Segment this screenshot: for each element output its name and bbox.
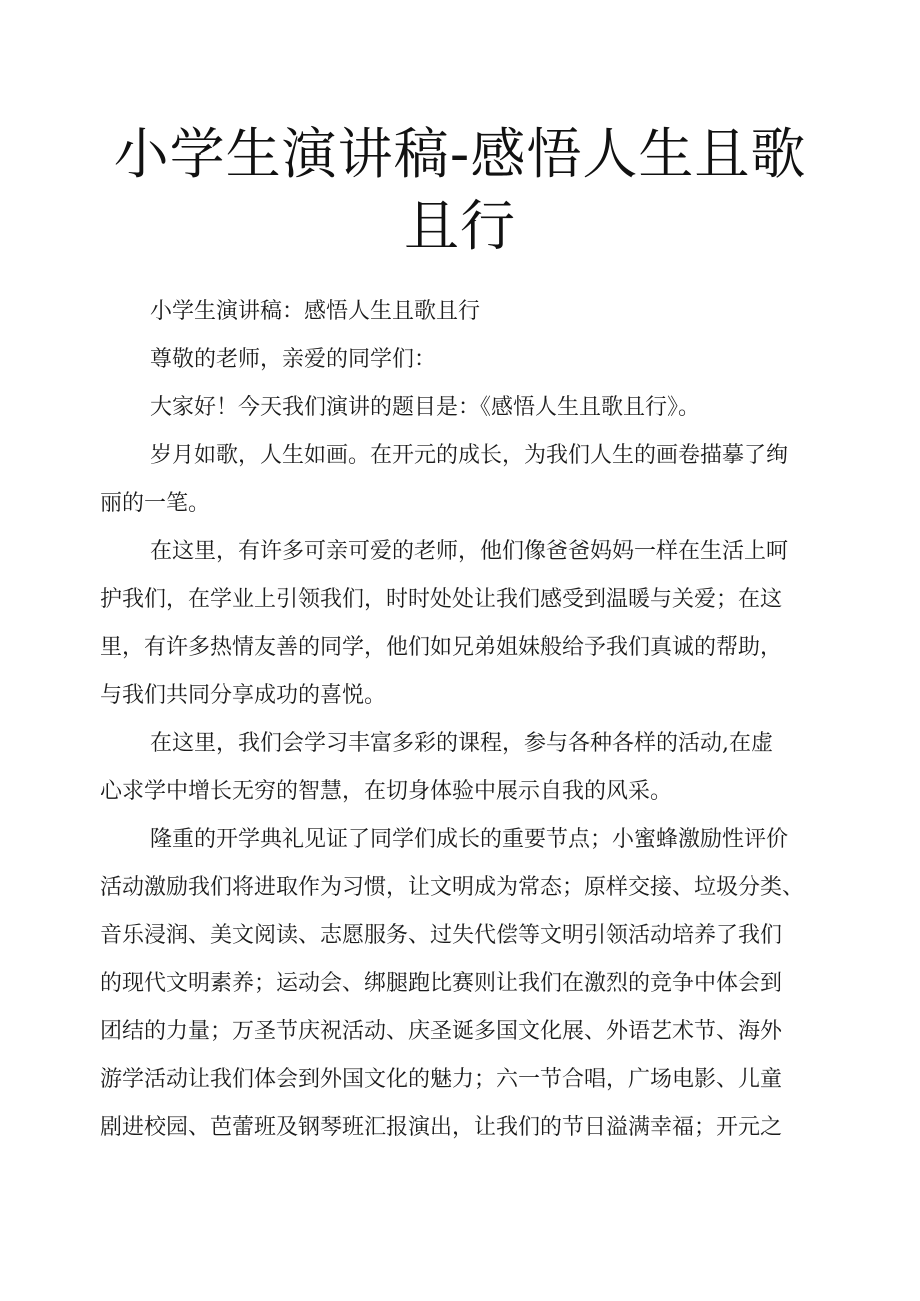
document-body	[100, 288, 830, 1152]
text-line: 护我们，在学业上引领我们，时时处处让我们感受到温暖与关爱；在这	[100, 587, 783, 612]
page-title	[100, 118, 820, 262]
text-line: 活动激励我们将进取作为习惯，让文明成为常态；原样交接、垃圾分类、	[100, 875, 805, 900]
paragraph	[100, 816, 830, 1152]
text-line: 游学活动让我们体会到外国文化的魅力；六一节合唱，广场电影、儿童	[100, 1067, 783, 1092]
paragraph	[100, 432, 830, 528]
text-line: 在这里，我们会学习丰富多彩的课程，参与各种各样的活动,在虚	[150, 731, 773, 756]
paragraph	[100, 528, 830, 720]
paragraph	[100, 720, 830, 816]
text-line: 的现代文明素养；运动会、绑腿跑比赛则让我们在激烈的竞争中体会到	[100, 971, 783, 996]
text-line: 里，有许多热情友善的同学，他们如兄弟姐妹般给予我们真诚的帮助，	[100, 635, 783, 660]
text-line: 尊敬的老师，亲爱的同学们：	[150, 347, 437, 372]
text-line: 心求学中增长无穷的智慧，在切身体验中展示自我的风采。	[100, 779, 673, 804]
text-line: 丽的一笔。	[100, 491, 211, 516]
title-line: 小学生演讲稿-感悟人生且歌	[113, 122, 807, 186]
text-line: 隆重的开学典礼见证了同学们成长的重要节点；小蜜蜂激励性评价	[150, 827, 789, 852]
paragraph-subtitle	[100, 288, 830, 336]
paragraph-greeting	[100, 384, 830, 432]
text-line: 大家好！今天我们演讲的题目是：《感悟人生且歌且行》。	[150, 395, 701, 420]
text-line: 音乐浸润、美文阅读、志愿服务、过失代偿等文明引领活动培养了我们	[100, 923, 783, 948]
text-line: 团结的力量；万圣节庆祝活动、庆圣诞多国文化展、外语艺术节、海外	[100, 1019, 783, 1044]
title-line: 且行	[403, 194, 516, 258]
text-line: 与我们共同分享成功的喜悦。	[100, 683, 387, 708]
text-line: 在这里，有许多可亲可爱的老师，他们像爸爸妈妈一样在生活上呵	[150, 539, 789, 564]
text-line: 小学生演讲稿：感悟人生且歌且行	[150, 299, 481, 324]
text-line: 岁月如歌，人生如画。在开元的成长，为我们人生的画卷描摹了绚	[150, 443, 789, 468]
paragraph-salutation	[100, 336, 830, 384]
text-line: 剧进校园、芭蕾班及钢琴班汇报演出，让我们的节日溢满幸福；开元之	[100, 1115, 783, 1140]
